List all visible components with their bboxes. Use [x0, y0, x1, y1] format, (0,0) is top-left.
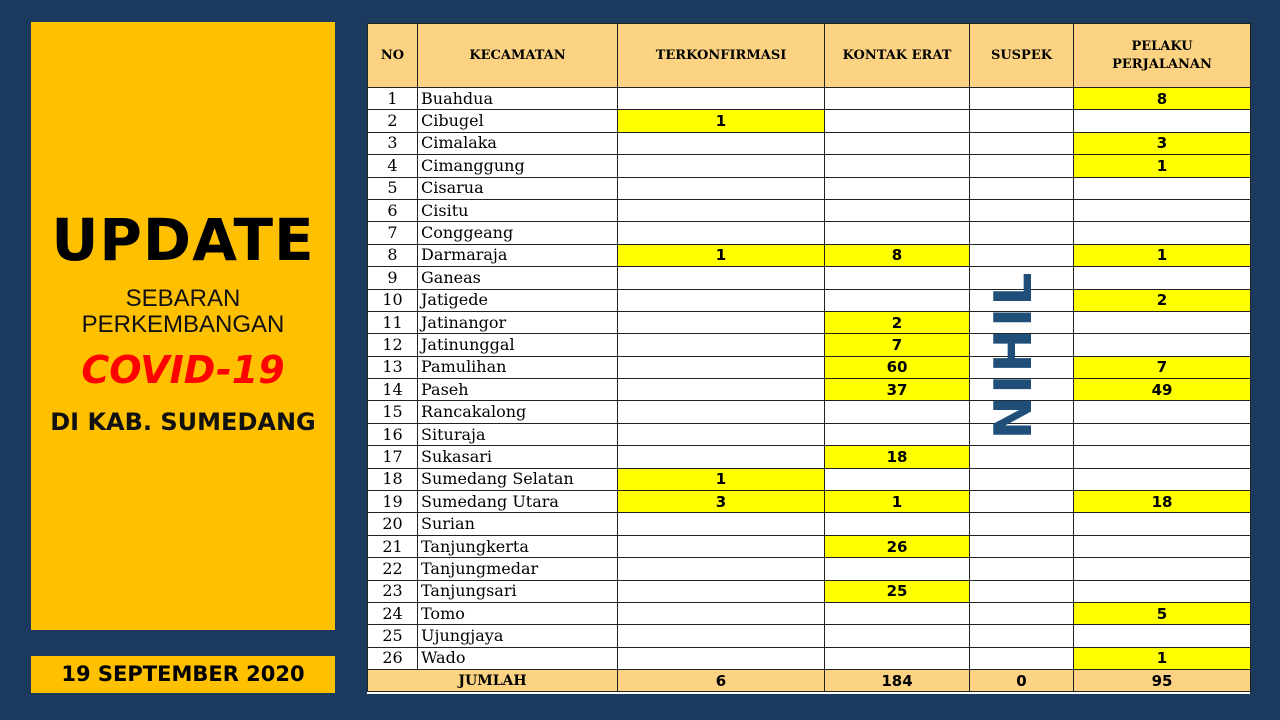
- row-pelaku-perjalanan: [1074, 535, 1251, 557]
- row-terkonfirmasi: [618, 155, 825, 177]
- row-terkonfirmasi: [618, 177, 825, 199]
- row-terkonfirmasi: [618, 513, 825, 535]
- table-row: [368, 446, 1251, 468]
- row-kecamatan: Wado: [418, 647, 618, 669]
- row-suspek: [970, 558, 1074, 580]
- row-pelaku-perjalanan: 2: [1074, 289, 1251, 311]
- table-row: [368, 267, 1251, 289]
- row-terkonfirmasi: [618, 423, 825, 445]
- row-pelaku-perjalanan: [1074, 580, 1251, 602]
- row-kontak-erat: [825, 647, 970, 669]
- row-suspek: [970, 446, 1074, 468]
- row-suspek: [970, 535, 1074, 557]
- row-kontak-erat: 60: [825, 356, 970, 378]
- row-terkonfirmasi: [618, 267, 825, 289]
- table-row: [368, 311, 1251, 333]
- row-kecamatan: Conggeang: [418, 222, 618, 244]
- row-no: 1: [368, 88, 418, 110]
- row-kecamatan: Jatinunggal: [418, 334, 618, 356]
- table-row: [368, 468, 1251, 490]
- row-no: 8: [368, 244, 418, 266]
- row-pelaku-perjalanan: 1: [1074, 647, 1251, 669]
- row-no: 6: [368, 199, 418, 221]
- row-suspek: [970, 132, 1074, 154]
- row-suspek: [970, 513, 1074, 535]
- row-terkonfirmasi: [618, 535, 825, 557]
- total-terkonfirmasi: 6: [618, 670, 825, 692]
- header-pelaku-line1: PELAKU: [1131, 38, 1193, 54]
- row-pelaku-perjalanan: 1: [1074, 244, 1251, 266]
- row-kontak-erat: 7: [825, 334, 970, 356]
- row-kecamatan: Ganeas: [418, 267, 618, 289]
- row-kecamatan: Sumedang Utara: [418, 491, 618, 513]
- row-kecamatan: Jatinangor: [418, 311, 618, 333]
- row-pelaku-perjalanan: 8: [1074, 88, 1251, 110]
- row-terkonfirmasi: [618, 625, 825, 647]
- row-pelaku-perjalanan: [1074, 468, 1251, 490]
- table-row: [368, 110, 1251, 132]
- row-kontak-erat: 37: [825, 379, 970, 401]
- table-row: [368, 155, 1251, 177]
- totals-label: JUMLAH: [368, 670, 618, 692]
- header-terkonfirmasi: TERKONFIRMASI: [618, 24, 825, 88]
- row-pelaku-perjalanan: 3: [1074, 132, 1251, 154]
- table-row: [368, 88, 1251, 110]
- row-kecamatan: Darmaraja: [418, 244, 618, 266]
- table-body: [368, 88, 1251, 670]
- row-kecamatan: Buahdua: [418, 88, 618, 110]
- row-suspek: [970, 244, 1074, 266]
- row-suspek: [970, 647, 1074, 669]
- row-pelaku-perjalanan: [1074, 625, 1251, 647]
- table-row: [368, 222, 1251, 244]
- table-row: [368, 244, 1251, 266]
- header-pelaku-perjalanan: [1074, 24, 1251, 88]
- row-no: 18: [368, 468, 418, 490]
- table-row: [368, 535, 1251, 557]
- subtitle-perkembangan: PERKEMBANGAN: [81, 311, 285, 338]
- title-panel: [31, 22, 335, 630]
- table-row: [368, 177, 1251, 199]
- row-kecamatan: Surian: [418, 513, 618, 535]
- header-pelaku-line2: PERJALANAN: [1112, 56, 1212, 72]
- covid-heading: COVID-19: [81, 348, 285, 392]
- row-kecamatan: Tanjungsari: [418, 580, 618, 602]
- row-suspek: [970, 199, 1074, 221]
- row-terkonfirmasi: [618, 602, 825, 624]
- row-terkonfirmasi: [618, 558, 825, 580]
- row-no: 19: [368, 491, 418, 513]
- row-suspek: [970, 177, 1074, 199]
- region-label: DI KAB. SUMEDANG: [50, 408, 316, 436]
- row-kontak-erat: [825, 602, 970, 624]
- date-label: 19 SEPTEMBER 2020: [31, 656, 335, 693]
- row-kontak-erat: [825, 88, 970, 110]
- totals-row: [368, 670, 1251, 692]
- row-terkonfirmasi: [618, 401, 825, 423]
- total-pelaku-perjalanan: 95: [1074, 670, 1251, 692]
- row-suspek: [970, 155, 1074, 177]
- row-pelaku-perjalanan: 5: [1074, 602, 1251, 624]
- row-terkonfirmasi: 1: [618, 468, 825, 490]
- row-terkonfirmasi: [618, 446, 825, 468]
- row-terkonfirmasi: [618, 222, 825, 244]
- row-pelaku-perjalanan: [1074, 513, 1251, 535]
- row-kecamatan: Tanjungmedar: [418, 558, 618, 580]
- row-no: 15: [368, 401, 418, 423]
- row-kecamatan: Rancakalong: [418, 401, 618, 423]
- row-kontak-erat: 8: [825, 244, 970, 266]
- row-kontak-erat: [825, 222, 970, 244]
- row-terkonfirmasi: 3: [618, 491, 825, 513]
- row-pelaku-perjalanan: [1074, 311, 1251, 333]
- row-terkonfirmasi: [618, 311, 825, 333]
- table-row: [368, 334, 1251, 356]
- row-kontak-erat: [825, 468, 970, 490]
- table-row: [368, 558, 1251, 580]
- row-kecamatan: Sumedang Selatan: [418, 468, 618, 490]
- row-kecamatan: Cimanggung: [418, 155, 618, 177]
- row-kontak-erat: 2: [825, 311, 970, 333]
- table-row: [368, 647, 1251, 669]
- row-terkonfirmasi: [618, 356, 825, 378]
- row-terkonfirmasi: [618, 289, 825, 311]
- row-kontak-erat: 25: [825, 580, 970, 602]
- row-kontak-erat: 1: [825, 491, 970, 513]
- suspek-nihil-note: NIHIL: [984, 270, 1044, 440]
- row-kontak-erat: [825, 423, 970, 445]
- table-row: [368, 423, 1251, 445]
- row-pelaku-perjalanan: 1: [1074, 155, 1251, 177]
- row-no: 9: [368, 267, 418, 289]
- row-no: 12: [368, 334, 418, 356]
- row-pelaku-perjalanan: 18: [1074, 491, 1251, 513]
- total-kontak-erat: 184: [825, 670, 970, 692]
- row-kecamatan: Cimalaka: [418, 132, 618, 154]
- update-heading: UPDATE: [51, 206, 315, 274]
- row-no: 24: [368, 602, 418, 624]
- table-row: [368, 513, 1251, 535]
- table-row: [368, 199, 1251, 221]
- row-pelaku-perjalanan: [1074, 110, 1251, 132]
- row-kontak-erat: [825, 625, 970, 647]
- row-kecamatan: Sukasari: [418, 446, 618, 468]
- row-kecamatan: Tanjungkerta: [418, 535, 618, 557]
- row-no: 3: [368, 132, 418, 154]
- row-terkonfirmasi: [618, 199, 825, 221]
- row-no: 20: [368, 513, 418, 535]
- table-row: [368, 602, 1251, 624]
- row-kontak-erat: [825, 132, 970, 154]
- total-suspek: 0: [970, 670, 1074, 692]
- row-no: 14: [368, 379, 418, 401]
- row-no: 10: [368, 289, 418, 311]
- row-suspek: [970, 110, 1074, 132]
- row-suspek: [970, 602, 1074, 624]
- row-kecamatan: Situraja: [418, 423, 618, 445]
- row-suspek: [970, 625, 1074, 647]
- row-suspek: [970, 222, 1074, 244]
- row-kontak-erat: [825, 513, 970, 535]
- row-kecamatan: Jatigede: [418, 289, 618, 311]
- row-pelaku-perjalanan: [1074, 177, 1251, 199]
- row-kontak-erat: [825, 267, 970, 289]
- row-kecamatan: Paseh: [418, 379, 618, 401]
- row-terkonfirmasi: [618, 379, 825, 401]
- row-kecamatan: Pamulihan: [418, 356, 618, 378]
- table-row: [368, 289, 1251, 311]
- row-terkonfirmasi: [618, 580, 825, 602]
- subtitle-sebaran: SEBARAN: [125, 285, 241, 312]
- table-row: [368, 132, 1251, 154]
- header-kontak-erat: KONTAK ERAT: [825, 24, 970, 88]
- row-terkonfirmasi: [618, 334, 825, 356]
- row-pelaku-perjalanan: [1074, 267, 1251, 289]
- header-suspek: SUSPEK: [970, 24, 1074, 88]
- row-terkonfirmasi: 1: [618, 244, 825, 266]
- row-kontak-erat: [825, 289, 970, 311]
- row-pelaku-perjalanan: [1074, 334, 1251, 356]
- data-table-container: [367, 23, 1250, 694]
- row-no: 22: [368, 558, 418, 580]
- row-kontak-erat: [825, 110, 970, 132]
- row-no: 13: [368, 356, 418, 378]
- row-pelaku-perjalanan: [1074, 222, 1251, 244]
- row-no: 26: [368, 647, 418, 669]
- table-header-row: [368, 24, 1251, 88]
- row-suspek: [970, 88, 1074, 110]
- row-no: 21: [368, 535, 418, 557]
- header-no: NO: [368, 24, 418, 88]
- row-pelaku-perjalanan: [1074, 423, 1251, 445]
- row-kecamatan: Cisitu: [418, 199, 618, 221]
- table-row: [368, 625, 1251, 647]
- table-row: [368, 356, 1251, 378]
- row-no: 2: [368, 110, 418, 132]
- covid-table: [367, 23, 1251, 692]
- header-kecamatan: KECAMATAN: [418, 24, 618, 88]
- row-pelaku-perjalanan: [1074, 199, 1251, 221]
- row-suspek: [970, 491, 1074, 513]
- table-row: [368, 401, 1251, 423]
- row-pelaku-perjalanan: [1074, 446, 1251, 468]
- row-pelaku-perjalanan: [1074, 558, 1251, 580]
- row-no: 7: [368, 222, 418, 244]
- table-row: [368, 379, 1251, 401]
- row-no: 4: [368, 155, 418, 177]
- row-no: 5: [368, 177, 418, 199]
- row-kecamatan: Tomo: [418, 602, 618, 624]
- row-kecamatan: Cibugel: [418, 110, 618, 132]
- row-kontak-erat: [825, 558, 970, 580]
- row-no: 11: [368, 311, 418, 333]
- row-kontak-erat: [825, 155, 970, 177]
- table-row: [368, 491, 1251, 513]
- row-pelaku-perjalanan: 7: [1074, 356, 1251, 378]
- row-no: 25: [368, 625, 418, 647]
- row-pelaku-perjalanan: [1074, 401, 1251, 423]
- row-kontak-erat: 26: [825, 535, 970, 557]
- row-no: 17: [368, 446, 418, 468]
- row-suspek: [970, 580, 1074, 602]
- row-terkonfirmasi: [618, 132, 825, 154]
- row-kecamatan: Ujungjaya: [418, 625, 618, 647]
- row-no: 16: [368, 423, 418, 445]
- row-kontak-erat: [825, 199, 970, 221]
- row-kontak-erat: [825, 401, 970, 423]
- row-kontak-erat: 18: [825, 446, 970, 468]
- row-kecamatan: Cisarua: [418, 177, 618, 199]
- row-no: 23: [368, 580, 418, 602]
- row-kontak-erat: [825, 177, 970, 199]
- row-terkonfirmasi: [618, 88, 825, 110]
- row-pelaku-perjalanan: 49: [1074, 379, 1251, 401]
- table-row: [368, 580, 1251, 602]
- row-terkonfirmasi: [618, 647, 825, 669]
- row-suspek: [970, 468, 1074, 490]
- row-terkonfirmasi: 1: [618, 110, 825, 132]
